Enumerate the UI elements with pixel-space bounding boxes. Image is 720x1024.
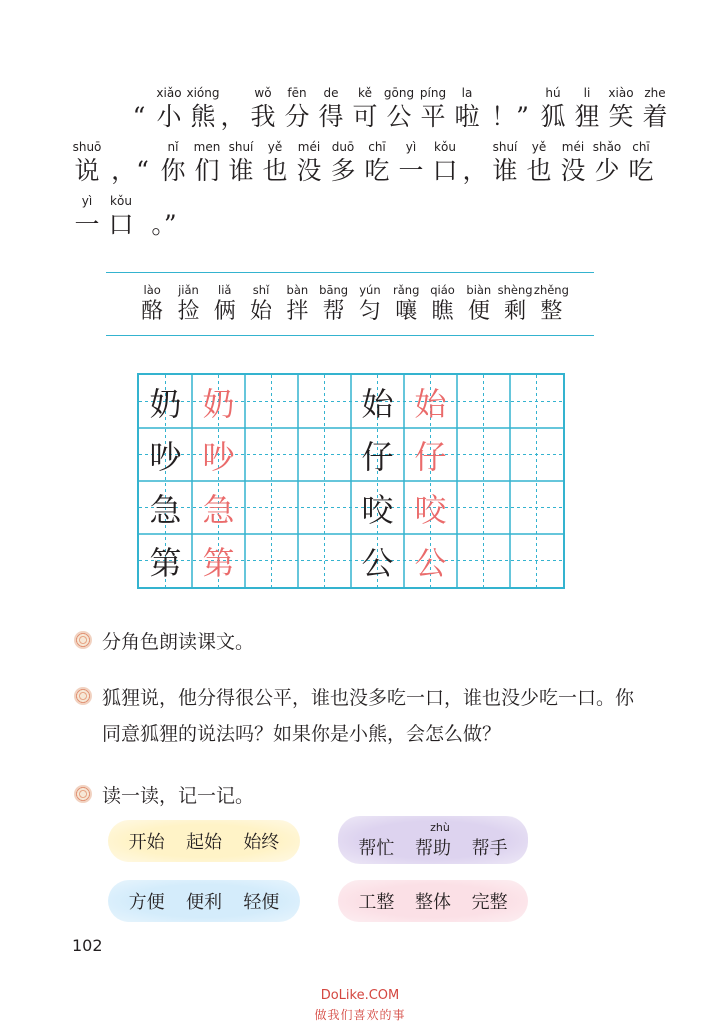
model-character: 第 <box>149 543 182 582</box>
hanzi: 捡 <box>177 299 200 324</box>
ruby-char <box>126 86 152 133</box>
ruby-char <box>104 194 138 241</box>
pinyin: biàn <box>466 283 492 297</box>
ruby-char <box>462 140 488 187</box>
exercise-3 <box>74 778 654 814</box>
ruby-char <box>450 86 484 133</box>
pinyin: kǒu <box>434 140 456 154</box>
hanzi: 剩 <box>504 299 527 324</box>
pinyin: shèng <box>497 283 533 297</box>
pinyin: méi <box>297 140 321 154</box>
hanzi: 口 <box>108 210 134 239</box>
hanzi: 着 <box>642 102 668 131</box>
hanzi: “ <box>132 102 146 131</box>
hanzi: 狸 <box>574 102 600 131</box>
hanzi: 谁 <box>492 156 518 185</box>
exercise-2 <box>74 680 654 752</box>
ruby-char <box>70 194 104 241</box>
pinyin: lào <box>143 283 161 297</box>
hanzi: 俩 <box>213 299 236 324</box>
new-word <box>134 283 170 326</box>
pinyin: yì <box>405 140 417 154</box>
writing-grid <box>137 373 565 589</box>
ruby-char <box>258 140 292 187</box>
exercise-1 <box>74 624 654 660</box>
ruby-char <box>138 194 190 241</box>
new-word <box>207 283 243 326</box>
ruby-char <box>348 86 382 133</box>
hanzi: 多 <box>330 156 356 185</box>
ruby-char <box>326 140 360 187</box>
pinyin: bāng <box>319 283 349 297</box>
pinyin: wǒ <box>254 86 272 100</box>
ruby-char <box>220 86 246 133</box>
new-word <box>352 283 388 326</box>
new-words-strip <box>106 272 594 336</box>
ruby-char <box>360 140 394 187</box>
ruby-char <box>382 86 416 133</box>
hanzi: 拌 <box>286 299 309 324</box>
hanzi: 笑 <box>608 102 634 131</box>
hanzi: 酪 <box>141 299 164 324</box>
hanzi: ， <box>462 156 488 185</box>
hanzi: 嚷 <box>395 299 418 324</box>
watermark-slogan: 做我们喜欢的事 <box>314 1008 406 1022</box>
word: 起始 <box>185 832 222 853</box>
pinyin: shuō <box>72 140 102 154</box>
pinyin: píng <box>419 86 447 100</box>
ruby-char <box>638 86 672 133</box>
word: 完整 <box>471 892 508 913</box>
pinyin: li <box>583 86 591 100</box>
hanzi: 整 <box>540 299 563 324</box>
hanzi: 。” <box>151 210 177 239</box>
word: 始终 <box>243 832 280 853</box>
ruby-char <box>428 140 462 187</box>
new-word <box>315 283 351 326</box>
trace-character: 第 <box>202 543 235 582</box>
trace-character: 吵 <box>202 437 235 476</box>
watermark-site: DoLike.COM <box>320 988 400 1003</box>
ruby-char <box>70 140 104 187</box>
ruby-char <box>224 140 258 187</box>
word-group-yellow <box>108 820 300 862</box>
pinyin: la <box>461 86 473 100</box>
ruby-char <box>156 140 190 187</box>
new-word <box>243 283 279 326</box>
trace-character: 咬 <box>414 490 447 529</box>
pinyin: rǎng <box>393 283 420 297</box>
hanzi: 小 <box>156 102 182 131</box>
pinyin: fēn <box>287 86 307 100</box>
word: 轻便 <box>243 892 280 913</box>
pinyin: zhěng <box>533 283 569 297</box>
trace-character: 急 <box>202 490 235 529</box>
model-character: 咬 <box>361 490 394 529</box>
pinyin: gōng <box>383 86 415 100</box>
hanzi: 没 <box>296 156 322 185</box>
hanzi: ，“ <box>111 156 149 185</box>
pinyin-annotation: zhù <box>430 820 450 834</box>
trace-character: 始 <box>414 384 447 423</box>
ruby-char <box>152 86 186 133</box>
pinyin: méi <box>561 140 585 154</box>
pinyin: shuí <box>492 140 518 154</box>
ruby-char <box>536 86 570 133</box>
pinyin: nǐ <box>167 140 179 154</box>
new-word <box>170 283 206 326</box>
ruby-char <box>104 140 156 187</box>
pinyin: yún <box>359 283 381 297</box>
ruby-char <box>246 86 280 133</box>
bullet-icon <box>74 687 92 705</box>
hanzi: 吃 <box>364 156 390 185</box>
model-character: 吵 <box>149 437 182 476</box>
word-group-purple <box>338 816 528 864</box>
ruby-char <box>186 86 220 133</box>
exercise-2-text: 狐狸说，他分得很公平，谁也没多吃一口，谁也没少吃一口。你同意狐狸的说法吗？如果你是小熊，会怎么做？ <box>102 687 635 745</box>
ruby-char <box>280 86 314 133</box>
hanzi: 口 <box>432 156 458 185</box>
model-character: 奶 <box>149 384 182 423</box>
word: 工整 <box>358 892 395 913</box>
ruby-char <box>570 86 604 133</box>
ruby-char <box>314 86 348 133</box>
new-word <box>279 283 315 326</box>
pinyin: jiǎn <box>178 283 199 297</box>
model-character: 始 <box>361 384 394 423</box>
pinyin: hú <box>545 86 561 100</box>
pinyin: shǐ <box>252 283 270 297</box>
pinyin: yě <box>531 140 547 154</box>
new-word <box>533 283 569 326</box>
word: 帮手 <box>471 837 508 859</box>
trace-character: 仔 <box>414 437 447 476</box>
hanzi: 匀 <box>358 299 381 324</box>
word: 开始 <box>128 832 165 853</box>
pinyin: chī <box>368 140 386 154</box>
passage-line-1 <box>126 86 672 133</box>
hanzi: 说 <box>74 156 100 185</box>
hanzi: 吃 <box>628 156 654 185</box>
hanzi: 平 <box>420 102 446 131</box>
ruby-char <box>416 86 450 133</box>
hanzi: 也 <box>526 156 552 185</box>
ruby-char <box>292 140 326 187</box>
hanzi: 一 <box>74 210 100 239</box>
hanzi: 狐 <box>540 102 566 131</box>
hanzi: 一 <box>398 156 424 185</box>
ruby-char <box>522 140 556 187</box>
word-group-pink <box>338 880 528 922</box>
hanzi: 也 <box>262 156 288 185</box>
new-words-list <box>134 283 570 326</box>
ruby-char <box>556 140 590 187</box>
pinyin: yì <box>81 194 93 208</box>
hanzi: ！” <box>491 102 529 131</box>
hanzi: 公 <box>386 102 412 131</box>
hanzi: 啦 <box>454 102 480 131</box>
hanzi: 我 <box>250 102 276 131</box>
exercise-1-text: 分角色朗读课文。 <box>102 631 255 653</box>
trace-character: 公 <box>414 543 447 582</box>
pinyin: bàn <box>286 283 309 297</box>
hanzi: 你 <box>160 156 186 185</box>
pinyin: kě <box>358 86 372 100</box>
passage-line-2 <box>70 140 658 187</box>
hanzi: 始 <box>250 299 273 324</box>
pinyin: shuí <box>228 140 254 154</box>
trace-character: 奶 <box>202 384 235 423</box>
passage-line-3 <box>70 194 190 241</box>
hanzi: 们 <box>194 156 220 185</box>
hanzi: ， <box>220 102 246 131</box>
pinyin: yě <box>267 140 283 154</box>
hanzi: 没 <box>560 156 586 185</box>
hanzi: 少 <box>594 156 620 185</box>
ruby-char <box>624 140 658 187</box>
model-character: 公 <box>361 543 394 582</box>
word: 便利 <box>185 892 222 913</box>
ruby-char <box>394 140 428 187</box>
hanzi: 得 <box>318 102 344 131</box>
ruby-char <box>604 86 638 133</box>
word: 方便 <box>128 892 165 913</box>
word: 整体 <box>414 892 451 913</box>
ruby-char <box>484 86 536 133</box>
pinyin: shǎo <box>592 140 622 154</box>
hanzi: 谁 <box>228 156 254 185</box>
new-word <box>388 283 424 326</box>
hanzi: 瞧 <box>431 299 454 324</box>
ruby-char <box>590 140 624 187</box>
hanzi: 分 <box>284 102 310 131</box>
hanzi: 帮 <box>322 299 345 324</box>
hanzi: 熊 <box>190 102 216 131</box>
pinyin: xióng <box>186 86 220 100</box>
hanzi: 便 <box>467 299 490 324</box>
new-word <box>461 283 497 326</box>
pinyin: qiáo <box>430 283 455 297</box>
exercise-3-text: 读一读，记一记。 <box>102 785 255 807</box>
bullet-icon <box>74 785 92 803</box>
hanzi: 可 <box>352 102 378 131</box>
new-word <box>424 283 460 326</box>
pinyin: de <box>323 86 339 100</box>
word: zhù 帮助 <box>414 820 451 859</box>
pinyin: xiào <box>608 86 634 100</box>
ruby-char <box>488 140 522 187</box>
page-number: 102 <box>72 936 103 955</box>
word: 帮忙 <box>358 837 395 859</box>
word-group-blue <box>108 880 300 922</box>
ruby-char <box>190 140 224 187</box>
model-character: 仔 <box>361 437 394 476</box>
pinyin: kǒu <box>110 194 132 208</box>
pinyin: chī <box>632 140 650 154</box>
pinyin: men <box>193 140 221 154</box>
bullet-icon <box>74 631 92 649</box>
pinyin: xiǎo <box>156 86 182 100</box>
new-word <box>497 283 533 326</box>
model-character: 急 <box>149 490 182 529</box>
pinyin: zhe <box>644 86 666 100</box>
pinyin: liǎ <box>218 283 232 297</box>
pinyin: duō <box>331 140 355 154</box>
